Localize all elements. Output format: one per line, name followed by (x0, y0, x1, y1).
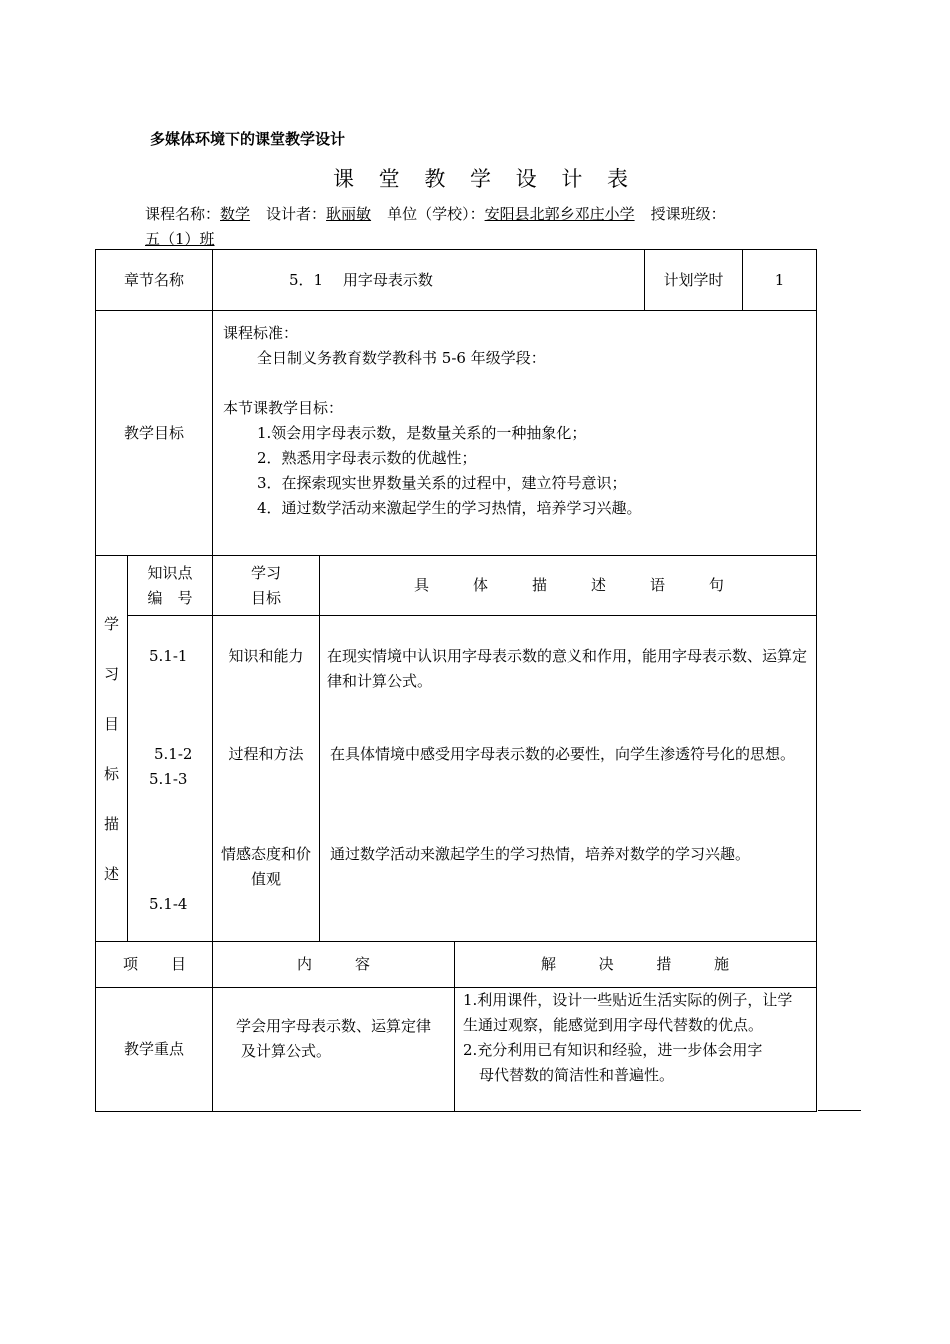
content-char: 内 (297, 955, 313, 973)
header-desc-char: 述 (590, 576, 606, 594)
lesson-design-table (95, 249, 817, 1112)
class-label: 授课班级： (650, 205, 726, 223)
measure-char: 决 (598, 955, 614, 973)
header-desc-char: 描 (531, 576, 547, 594)
header-goal-line: 目标 (250, 588, 281, 607)
side-char: 目 (103, 714, 119, 733)
measure-char: 措 (656, 955, 672, 973)
standard-label: 课程标准： (223, 324, 299, 342)
measure-item: 1.利用课件，设计一些贴近生活实际的例子，让学生通过观察，能感觉到用字母代替数的优点。 (463, 991, 793, 1034)
goal-type: 情感态度和价 (220, 845, 311, 863)
header-desc-char: 语 (649, 576, 665, 594)
class-value: 五（1）班 (145, 230, 215, 248)
side-char: 述 (103, 864, 119, 883)
code-item: 5.1-2 (154, 745, 193, 763)
focus-content-line: 学会用字母表示数、运算定律 (235, 1017, 431, 1035)
focus-header-row (96, 942, 817, 988)
focus-label: 教学重点 (96, 988, 213, 1112)
side-char: 描 (103, 814, 119, 833)
designer-value: 耿丽敏 (326, 205, 372, 223)
focus-item-header (96, 942, 213, 988)
code-item: 5.1-3 (149, 770, 188, 788)
course-info-line (145, 203, 726, 224)
content-char: 容 (354, 955, 370, 973)
chapter-label: 章节名称 (96, 250, 213, 311)
description-item: 通过数学活动来激起学生的学习热情，培养对数学的学习兴趣。 (330, 845, 751, 863)
side-char: 标 (103, 764, 119, 783)
item-char: 目 (170, 955, 186, 973)
measure-char: 施 (713, 955, 729, 973)
header-description (320, 556, 817, 616)
chapter-value: 5．1 用字母表示数 (213, 250, 645, 311)
page-title: 课 堂 教 学 设 计 表 (332, 167, 638, 191)
focus-content (213, 988, 455, 1112)
table-edge-line (818, 1110, 861, 1111)
chapter-row (96, 250, 817, 311)
hours-value: 1 (743, 250, 817, 311)
code-item: 5.1-1 (149, 647, 188, 665)
goal-item: 2．熟悉用字母表示数的优越性； (257, 449, 477, 467)
school-label: 单位（学校）： (387, 205, 485, 223)
focus-content-line: 及计算公式。 (241, 1042, 332, 1060)
code-item: 5.1-4 (149, 895, 188, 913)
measure-item: 2.充分利用已有知识和经验，进一步体会用字 (463, 1041, 763, 1059)
item-char: 项 (123, 955, 139, 973)
header-knowledge (128, 556, 213, 616)
measure-char: 解 (541, 955, 557, 973)
side-char: 习 (103, 664, 119, 683)
objectives-label: 教学目标 (96, 311, 213, 556)
goal-type: 过程和方法 (228, 745, 304, 763)
course-value: 数学 (220, 205, 251, 223)
goal-label: 本节课教学目标： (223, 399, 344, 417)
focus-content-header (213, 942, 455, 988)
objectives-row (96, 311, 817, 556)
header-knowledge-line: 编 号 (147, 588, 193, 607)
focus-measure-header (455, 942, 817, 988)
measure-item-continued: 母代替数的简洁性和普遍性。 (479, 1066, 675, 1084)
goal-type-cell (213, 616, 320, 942)
learning-header-row (96, 556, 817, 616)
goal-item: 1.领会用字母表示数，是数量关系的一种抽象化； (257, 424, 587, 442)
designer-label: 设计者： (266, 205, 327, 223)
learning-body-row (96, 616, 817, 942)
goal-type: 值观 (250, 870, 281, 888)
focus-measures (455, 988, 817, 1112)
course-label: 课程名称： (145, 205, 221, 223)
description-item: 在现实情境中认识用字母表示数的意义和作用，能用字母表示数、运算定律和计算公式。 (327, 647, 808, 690)
header-knowledge-line: 知识点 (147, 563, 193, 582)
document-heading: 多媒体环境下的课堂教学设计 (150, 130, 346, 148)
header-desc-char: 体 (472, 576, 488, 594)
class-info-line (145, 228, 215, 249)
standard-text: 全日制义务教育数学教科书 5-6 年级学段： (257, 349, 546, 367)
side-char: 学 (103, 614, 119, 633)
header-goal-line: 学习 (250, 563, 281, 582)
school-value: 安阳县北郭乡邓庄小学 (484, 205, 635, 223)
focus-row (96, 988, 817, 1112)
header-desc-char: 具 (414, 576, 430, 594)
header-goal (213, 556, 320, 616)
objectives-content (213, 311, 817, 556)
goal-type: 知识和能力 (228, 647, 304, 665)
goal-item: 4．通过数学活动来激起学生的学习热情，培养学习兴趣。 (257, 499, 642, 517)
description-item: 在具体情境中感受用字母表示数的必要性，向学生渗透符号化的思想。 (330, 745, 796, 763)
description-cell (320, 616, 817, 942)
header-desc-char: 句 (708, 576, 724, 594)
code-cell (128, 616, 213, 942)
hours-label: 计划学时 (645, 250, 743, 311)
learning-side-label (96, 556, 128, 942)
goal-item: 3．在探索现实世界数量关系的过程中，建立符号意识； (257, 474, 627, 492)
